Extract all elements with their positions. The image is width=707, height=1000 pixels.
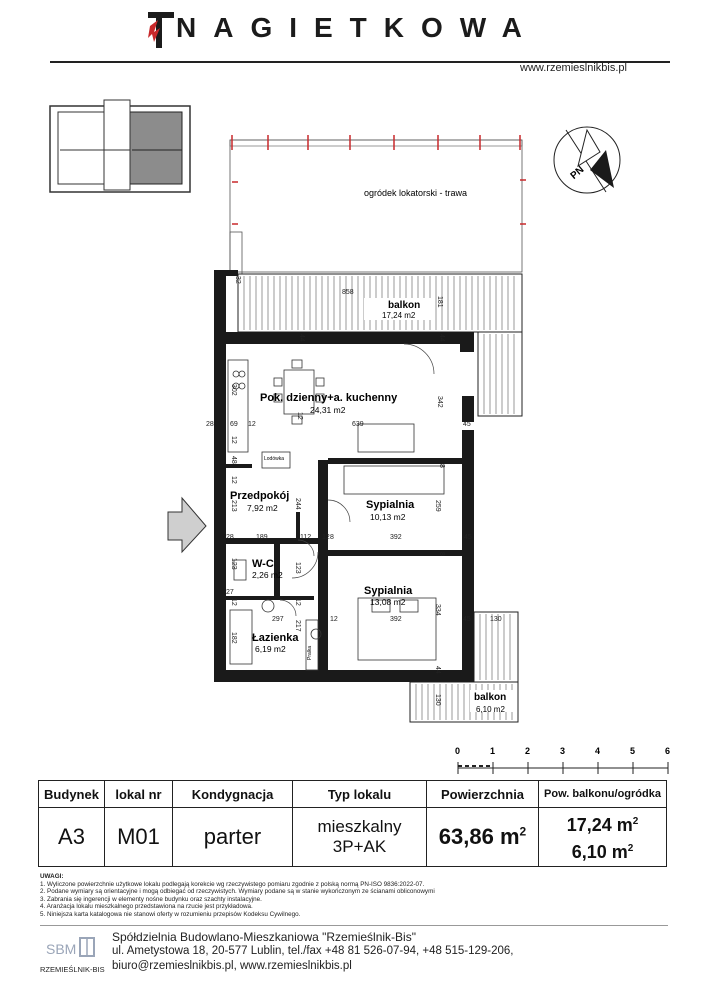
- dimension: 392: [390, 534, 402, 541]
- logo-top-text: SBM: [46, 941, 77, 957]
- fridge-label: Lodówka: [264, 456, 285, 462]
- header-typ: Typ lokalu: [293, 781, 427, 808]
- logo-text: RZEMIEŚLNIK-BIS: [40, 965, 105, 974]
- dimension: 8: [438, 464, 445, 468]
- dimension: 12: [296, 412, 303, 420]
- compass-label: PN: [568, 164, 587, 182]
- dimension: 189: [256, 534, 268, 541]
- room-area: 13,08 m2: [370, 597, 406, 607]
- header-url[interactable]: www.rzemieslnikbis.pl: [520, 62, 627, 74]
- room-area: 7,92 m2: [247, 503, 278, 513]
- dimension: 27: [226, 589, 234, 596]
- scale-tick-label: 4: [595, 746, 601, 756]
- dimension: 12: [248, 421, 256, 428]
- dimension: 259: [434, 500, 441, 512]
- scale-tick-label: 0: [455, 746, 461, 756]
- dimension: 32: [234, 276, 241, 284]
- balkon1-sup: 2: [632, 816, 639, 827]
- doors: [280, 344, 434, 616]
- dimension: 297: [272, 616, 284, 623]
- dimension: 342: [436, 396, 443, 408]
- scale-tick-label: 2: [525, 746, 531, 756]
- typ-line1: mieszkalny: [317, 817, 402, 836]
- room-name: Sypialnia: [366, 499, 415, 511]
- footer-divider: [40, 925, 668, 926]
- header-budynek: Budynek: [39, 781, 105, 808]
- room-name: balkon: [388, 300, 421, 311]
- dimension: 8: [438, 552, 445, 556]
- note-item: 2. Podane wymiary są orientacyjne i mogą odbiegać od rzeczywistych. Wymiary podane są w stanie wykończonym ze ścianami obliconowymi: [40, 888, 435, 896]
- note-item: 1. Wyliczone powierzchnie użytkowe lokalu podlegają korekcie wg rzeczywistego pomiaru zgodnie z polską normą PN-ISO 9836:2022-07.: [40, 880, 425, 888]
- balkon1-value: 17,24 m: [566, 815, 633, 835]
- apartment-info-table: [38, 780, 667, 867]
- header-kondygnacja: Kondygnacja: [173, 781, 293, 808]
- dimension: 8: [330, 534, 334, 541]
- value-budynek: A3: [39, 808, 105, 867]
- dimension: 12: [230, 476, 237, 484]
- room-area: 24,31 m2: [310, 405, 346, 415]
- compass-icon: [554, 127, 620, 193]
- washer-label: Pralka: [307, 645, 313, 660]
- balkon2-value: 6,10 m: [571, 842, 628, 862]
- dimension: 858: [342, 289, 354, 296]
- dimension: 12: [330, 616, 338, 623]
- room-name: Łazienka: [252, 632, 299, 644]
- entrance-arrow-icon: [168, 498, 206, 552]
- note-item: 4. Aranżacja lokalu mieszkalnego przedstawiona na rzucie jest przykładowa.: [40, 903, 253, 911]
- dimension: 28: [206, 421, 214, 428]
- dimension: 45: [463, 421, 471, 428]
- note-item: 5. Niniejsza karta katalogowa nie stanowi oferty w rozumieniu przepisów Kodeksu Cywilnego.: [40, 910, 301, 918]
- value-balkon: [539, 808, 667, 867]
- dimension: 28: [226, 534, 234, 541]
- footer-contact[interactable]: biuro@rzemieslnikbis.pl, www.rzemieslnikbis.pl: [112, 960, 352, 972]
- room-area: 10,13 m2: [370, 512, 406, 522]
- room-name: W-C: [252, 558, 274, 570]
- dimension: 12: [294, 598, 301, 606]
- area-value: 63,86 m: [438, 824, 520, 849]
- value-lokal: M01: [105, 808, 173, 867]
- dimension: 639: [352, 421, 364, 428]
- room-name: Przedpokój: [230, 490, 290, 502]
- dimension: 45: [464, 534, 472, 541]
- value-typ: [293, 808, 427, 867]
- scale-tick-label: 6: [665, 746, 671, 756]
- typ-line2: 3P+AK: [332, 837, 387, 856]
- brand-title: NAGIETKOWA: [176, 12, 539, 43]
- garden-area: [230, 135, 526, 274]
- balkon2-sup: 2: [627, 843, 634, 854]
- area-unit-sup: 2: [519, 824, 527, 839]
- cooperative-logo-icon: [40, 930, 110, 990]
- room-area: 6,19 m2: [255, 644, 286, 654]
- header-lokal: lokal nr: [105, 781, 173, 808]
- room-name: balkon: [474, 692, 507, 703]
- header-powierzchnia: Powierzchnia: [427, 781, 539, 808]
- dimension: 112: [300, 534, 312, 541]
- scale-bar: [455, 746, 670, 774]
- key-plan: [50, 100, 190, 192]
- note-item: 3. Zabrania się ingerencji w elementy nośne budynku oraz szachty instalacyjne.: [40, 895, 262, 903]
- dimension: 244: [294, 498, 301, 510]
- notes-title: UWAGI:: [40, 873, 64, 880]
- dimension: 182: [230, 632, 237, 644]
- scale-tick-label: 3: [560, 746, 566, 756]
- value-powierzchnia: [427, 808, 539, 867]
- dimension: 69: [230, 421, 238, 428]
- dimension: 392: [390, 616, 402, 623]
- room-area: 6,10 m2: [476, 705, 505, 714]
- dimension: 12: [230, 436, 237, 444]
- scale-tick-label: 5: [630, 746, 636, 756]
- value-kondygnacja: parter: [173, 808, 293, 867]
- dimension: 130: [434, 694, 441, 706]
- dimension: 130: [490, 616, 502, 623]
- dimension: 44: [438, 334, 445, 342]
- dimension: 12: [230, 598, 237, 606]
- dimension: 217: [294, 620, 301, 632]
- dimension: 213: [230, 500, 237, 512]
- header-balkon: Pow. balkonu/ogródka: [539, 781, 667, 808]
- footer-address: ul. Ametystowa 18, 20-577 Lublin, tel./fax +48 81 526-07-94, +48 515-129-206,: [112, 945, 514, 957]
- room-name: Pok. dzienny+a. kuchenny: [260, 392, 398, 404]
- dimension: 334: [434, 604, 441, 616]
- dimension: 12: [322, 534, 330, 541]
- room-area: 2,26 m2: [252, 570, 283, 580]
- dimension: 302: [230, 384, 237, 396]
- dimension: 44: [434, 666, 441, 674]
- dimension: 181: [436, 296, 443, 308]
- room-area: 17,24 m2: [382, 311, 416, 320]
- footer-cooperative-name: Spółdzielnia Budowlano-Mieszkaniowa "Rzemieślnik-Bis": [112, 930, 416, 944]
- dimension: 48: [230, 456, 237, 464]
- dimension: 123: [294, 562, 301, 574]
- notes: [40, 873, 660, 919]
- garden-label: ogródek lokatorski - trawa: [364, 188, 468, 198]
- room-name: Sypialnia: [364, 585, 413, 597]
- dimension: 123: [230, 558, 237, 570]
- dimension: 44: [298, 334, 305, 342]
- scale-tick-label: 1: [490, 746, 496, 756]
- dimension: 45: [463, 616, 471, 623]
